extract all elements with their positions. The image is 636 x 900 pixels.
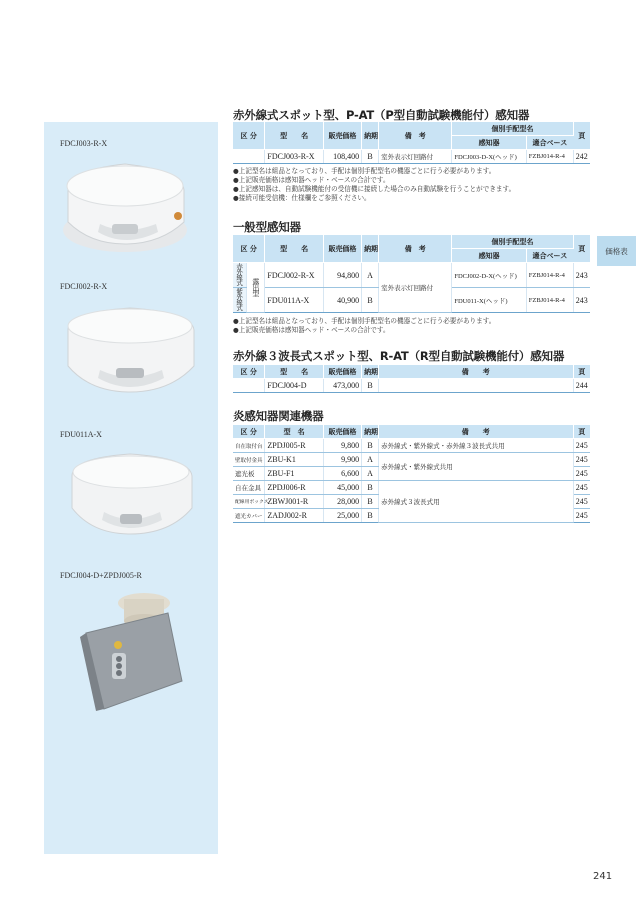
cell-price: 108,400 [323,150,361,164]
cell-type: FDCJ002-R-X [265,263,323,288]
cell-kubun: 自在取付台 [233,439,265,453]
cell-price: 473,000 [323,379,361,393]
cell-kubun-exposed: 露出型 [247,263,265,313]
cell-page: 245 [573,453,590,467]
th-price: 販売価格 [323,235,361,263]
table-row [233,439,590,453]
detector-photo-2 [66,448,196,548]
cell-type: ZPDJ005-R [265,439,323,453]
cell-page: 244 [573,379,590,393]
cell-page: 245 [573,509,590,523]
price-list-tab[interactable]: 価格表 [597,236,636,266]
cell-page: 243 [573,288,590,313]
cell-kubun-ir: 赤外線式 [233,263,247,288]
price-table-3 [233,365,590,393]
cell-kubun [233,379,265,393]
cell-delivery: B [362,379,379,393]
cell-price: 6,600 [323,467,361,481]
photo-caption-2: FDCJ002-R-X [60,282,108,291]
note: ●上記販売価格は感知器ヘッド・ベースの合計です。 [233,176,390,184]
cell-remarks [379,379,573,393]
th-kubun: 区 分 [233,122,265,150]
cell-type: FDCJ003-R-X [265,150,323,164]
cell-delivery: B [362,509,379,523]
cell-remarks: 室外表示灯回路付 [379,150,452,164]
cell-type: ZBU-F1 [265,467,323,481]
th-delivery: 納期 [362,235,379,263]
price-table-4 [233,425,590,523]
price-table-2 [233,235,590,313]
table-row [233,453,590,467]
photo-caption-4: FDCJ004-D+ZPDJ005-R [60,571,142,580]
cell-type: FDU011A-X [265,288,323,313]
photo-caption-3: FDU011A-X [60,430,102,439]
cell-type: FDCJ004-D [265,379,323,393]
cell-price: 28,000 [323,495,361,509]
section-title-4-text: 炎感知器関連機器 [233,409,324,423]
cell-kubun: 遮光板 [233,467,265,481]
cell-price: 45,000 [323,481,361,495]
cell-delivery: A [362,467,379,481]
table-row [233,150,590,164]
cell-delivery: B [362,288,379,313]
th-delivery: 納期 [362,365,379,379]
th-base: 適合ベース [526,136,573,150]
th-base: 適合ベース [526,249,573,263]
cell-page: 245 [573,481,590,495]
cell-type: ZPDJ006-R [265,481,323,495]
cell-page: 242 [573,150,590,164]
cell-kubun-uv: 紫外線式 [233,288,247,313]
table-row [233,481,590,495]
cell-kubun: 配線用ボックス [233,495,265,509]
price-table-1 [233,122,590,164]
section-title-1 [233,107,529,123]
th-price: 販売価格 [323,122,361,150]
th-type: 型 名 [265,425,323,439]
section-title-4 [233,408,323,424]
photo-caption-1: FDCJ003-R-X [60,139,108,148]
cell-delivery: B [362,481,379,495]
th-kubun: 区 分 [233,235,265,263]
cell-page: 243 [573,263,590,288]
note: ●上記販売価格は感知器ヘッド・ベースの合計です。 [233,326,390,334]
note: ●接続可能受信機：仕様欄をご参照ください。 [233,194,371,202]
cell-page: 245 [573,495,590,509]
cell-delivery: A [362,263,379,288]
cell-kubun [233,150,265,164]
cell-delivery: B [362,150,379,164]
spot-detector-photo [60,150,200,260]
cell-base: FZBJ014-R-4 [526,263,573,288]
th-kubun: 区 分 [233,365,265,379]
th-kubun: 区 分 [233,425,265,439]
th-detector: 感知器 [452,249,526,263]
cell-detector: FDCJ002-D-X(ヘッド) [452,263,526,288]
cell-remarks: 赤外線式・紫外線式共用 [379,453,573,481]
cell-remarks: 赤外線式３波長式用 [379,481,573,523]
th-page: 頁 [573,365,590,379]
th-type: 型 名 [265,365,323,379]
table-row [233,263,590,288]
cell-base: FZBJ014-R-4 [526,150,573,164]
th-group: 個別手配型名 [452,235,573,249]
th-delivery: 納期 [362,122,379,150]
th-type: 型 名 [265,235,323,263]
notes-2 [233,317,495,335]
cell-remarks: 室外表示灯回路付 [379,263,452,313]
cell-kubun: 壁取付金具 [233,453,265,467]
cell-price: 40,900 [323,288,361,313]
section-title-3 [233,348,564,364]
table-row [233,379,590,393]
cell-page: 245 [573,467,590,481]
notes-1 [233,167,515,203]
cell-delivery: B [362,439,379,453]
th-detector: 感知器 [452,136,526,150]
section-title-3-text: 赤外線３波長式スポット型、R-AT（R型自動試験機能付）感知器 [233,349,565,363]
cell-base: FZBJ014-R-4 [526,288,573,313]
page-number: 241 [593,871,613,882]
cell-kubun: 遮光カバー [233,509,265,523]
note: ●上記型名は組品となっており、手配は個別手配型名の機器ごとに行う必要があります。 [233,317,496,325]
cell-detector: FDCJ003-D-X(ヘッド) [452,150,526,164]
th-remarks: 備 考 [379,122,452,150]
cell-delivery: B [362,495,379,509]
th-price: 販売価格 [323,425,361,439]
cell-type: ZBU-K1 [265,453,323,467]
cell-price: 9,900 [323,453,361,467]
section-title-2 [233,219,301,235]
detector-photo-1 [62,300,200,410]
cell-price: 94,800 [323,263,361,288]
detector-with-box-photo [78,585,188,715]
cell-page: 245 [573,439,590,453]
th-page: 頁 [573,235,590,263]
th-page: 頁 [573,425,590,439]
cell-type: ZADJ002-R [265,509,323,523]
th-page: 頁 [573,122,590,150]
note: ●上記感知器は、自動試験機能付の受信機に接続した場合のみ自動試験を行うことができます。 [233,185,516,193]
cell-kubun: 自在金具 [233,481,265,495]
th-group: 個別手配型名 [452,122,573,136]
cell-detector: FDU011-X(ヘッド) [452,288,526,313]
th-delivery: 納期 [362,425,379,439]
th-remarks: 備 考 [379,425,573,439]
th-price: 販売価格 [323,365,361,379]
th-type: 型 名 [265,122,323,150]
section-title-1-text: 赤外線式スポット型、P-AT（P型自動試験機能付）感知器 [233,108,530,122]
th-remarks: 備 考 [379,235,452,263]
cell-price: 25,000 [323,509,361,523]
cell-delivery: A [362,453,379,467]
note: ●上記型名は組品となっており、手配は個別手配型名の機器ごとに行う必要があります。 [233,167,496,175]
cell-remarks: 赤外線式・紫外線式・赤外線３波長式共用 [379,439,573,453]
cell-price: 9,800 [323,439,361,453]
section-title-2-text: 一般型感知器 [233,220,301,234]
th-remarks: 備 考 [379,365,573,379]
cell-type: ZBWJ001-R [265,495,323,509]
